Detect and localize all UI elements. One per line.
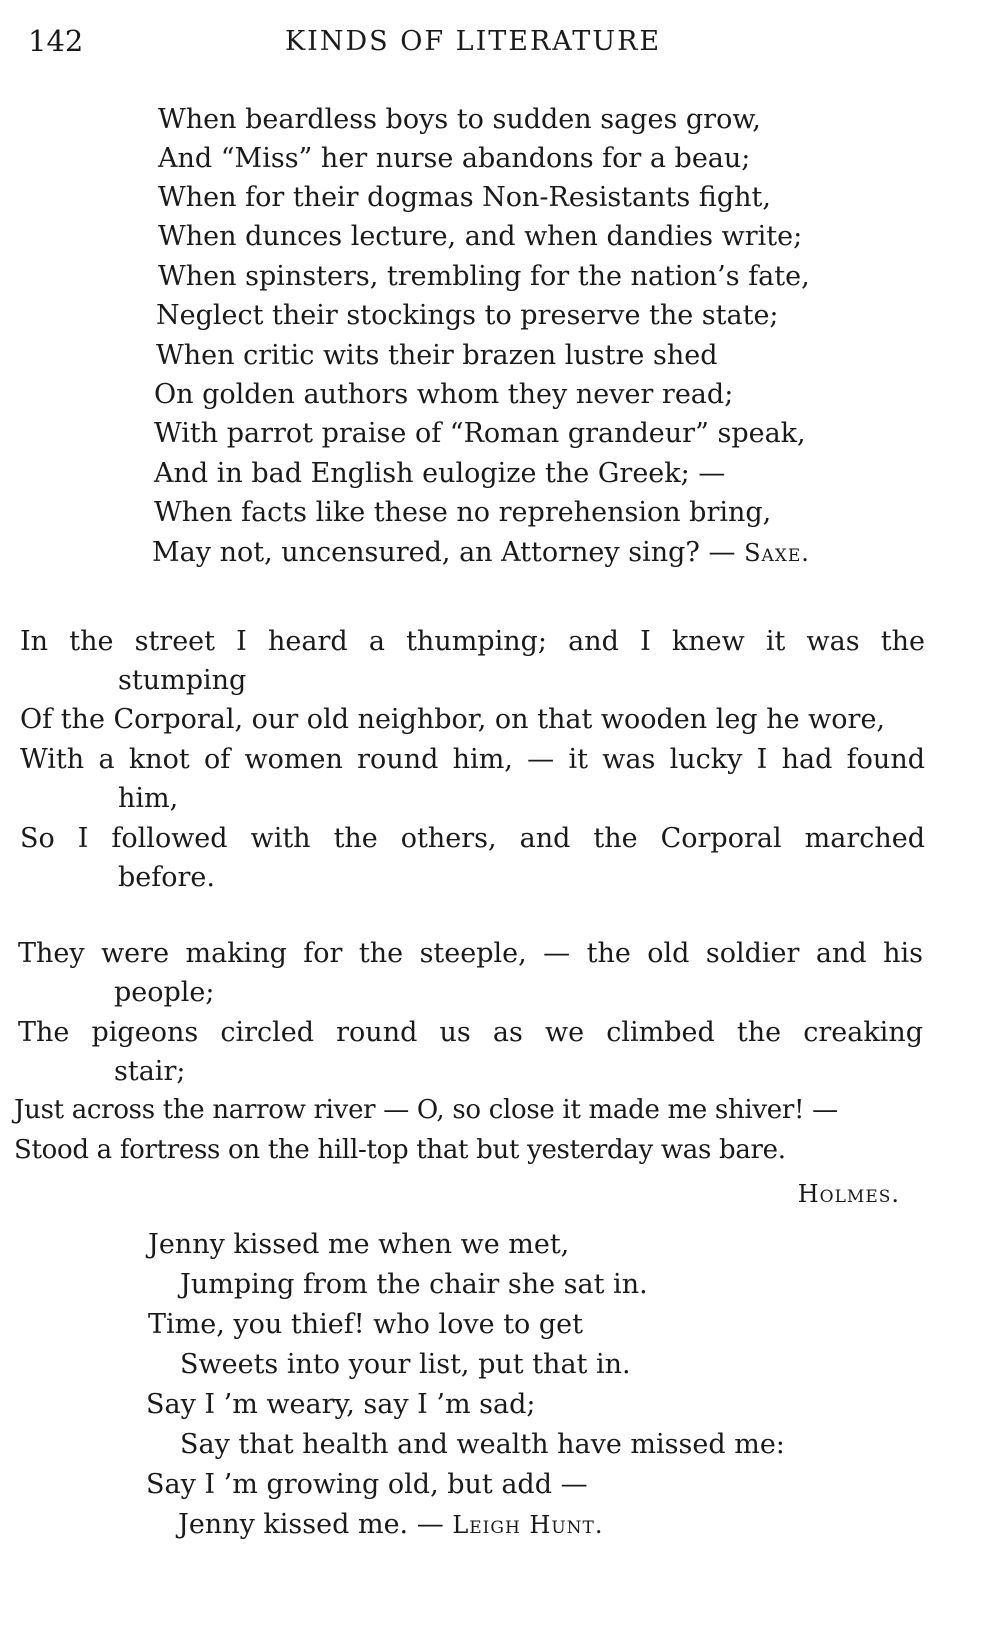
verse-line: Sweets into your list, put that in.: [180, 1349, 631, 1380]
verse-line: When spinsters, trembling for the nation’s fate,: [158, 261, 810, 292]
verse-line: With parrot praise of “Roman grandeur” speak,: [154, 418, 806, 449]
page-number: 142: [28, 24, 84, 58]
verse-line: The pigeons circled round us as we climbed the creaking: [18, 1017, 923, 1048]
verse-line: [152, 537, 810, 569]
verse-line: They were making for the steeple, — the old soldier and his: [18, 938, 923, 969]
verse-line: [178, 1509, 604, 1541]
verse-line-continuation: before.: [118, 862, 215, 893]
verse-line: In the street I heard a thumping; and I knew it was the: [20, 626, 925, 657]
verse-line-text: Jenny kissed me. —: [178, 1509, 444, 1540]
author-attribution: Leigh Hunt.: [452, 1511, 604, 1539]
author-attribution: Holmes.: [797, 1180, 900, 1208]
verse-line-continuation: stumping: [118, 665, 247, 696]
verse-line: Jumping from the chair she sat in.: [180, 1269, 648, 1300]
verse-line: Neglect their stockings to preserve the state;: [156, 300, 779, 331]
author-attribution: Saxe.: [744, 539, 810, 567]
verse-line: On golden authors whom they never read;: [154, 379, 734, 410]
verse-line: Of the Corporal, our old neighbor, on that wooden leg he wore,: [20, 704, 886, 735]
verse-line: When facts like these no reprehension bring,: [154, 497, 772, 528]
running-head: KINDS OF LITERATURE: [285, 26, 662, 57]
verse-line: So I followed with the others, and the Corporal marched: [20, 823, 925, 854]
verse-line: And in bad English eulogize the Greek; —: [154, 458, 726, 489]
verse-line: When for their dogmas Non-Resistants fight,: [158, 182, 771, 213]
verse-line: When dunces lecture, and when dandies write;: [158, 221, 803, 252]
verse-line-continuation: him,: [118, 783, 179, 814]
verse-line-text: May not, uncensured, an Attorney sing? —: [152, 537, 736, 568]
verse-line: Just across the narrow river — O, so close it made me shiver! —: [14, 1095, 838, 1125]
verse-line-continuation: people;: [114, 977, 215, 1008]
verse-line: Say I ’m weary, say I ’m sad;: [146, 1389, 536, 1420]
verse-line: When beardless boys to sudden sages grow,: [158, 104, 761, 135]
verse-line: Stood a fortress on the hill-top that but yesterday was bare.: [14, 1135, 786, 1165]
verse-line-continuation: stair;: [114, 1056, 186, 1087]
verse-line: Jenny kissed me when we met,: [148, 1229, 570, 1260]
verse-line: When critic wits their brazen lustre shed: [156, 340, 718, 371]
verse-line: Say that health and wealth have missed me:: [180, 1429, 785, 1460]
verse-line: With a knot of women round him, — it was lucky I had found: [20, 744, 925, 775]
verse-line: And “Miss” her nurse abandons for a beau;: [158, 143, 751, 174]
verse-line: Time, you thief! who love to get: [148, 1309, 583, 1340]
verse-line: Say I ’m growing old, but add —: [146, 1469, 588, 1500]
